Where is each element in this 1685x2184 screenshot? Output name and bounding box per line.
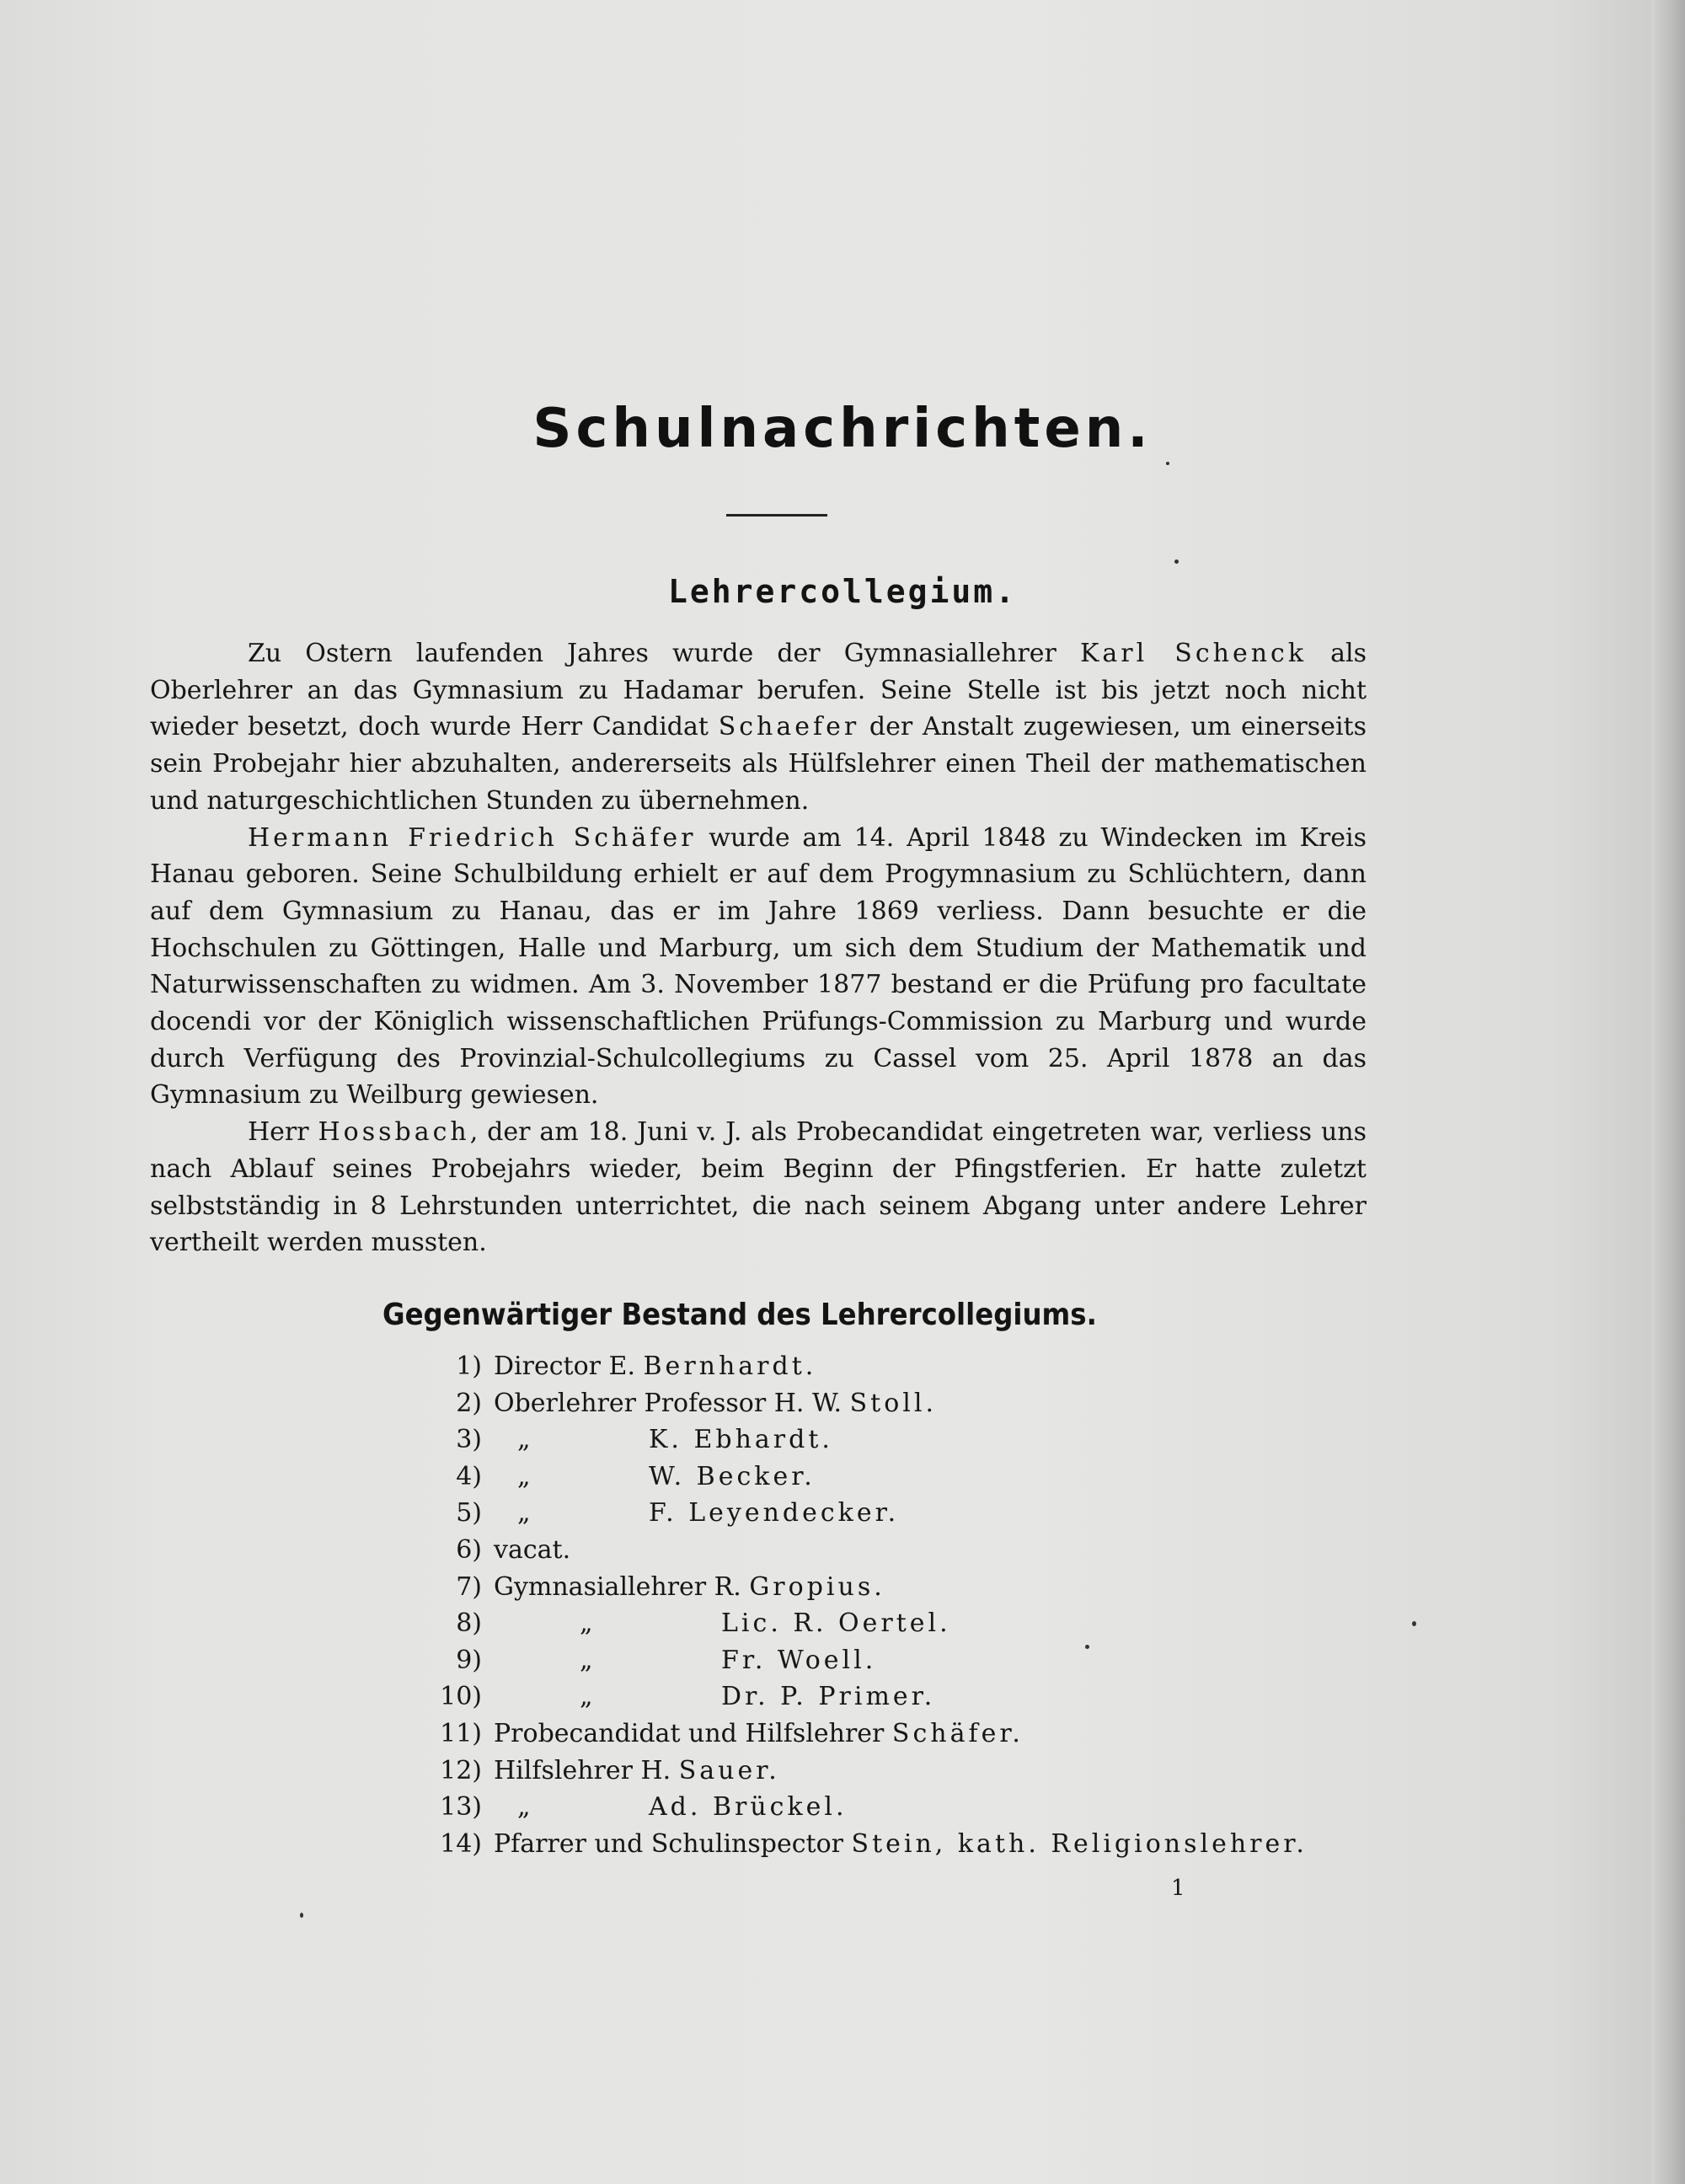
staff-name: Sauer. bbox=[678, 1755, 780, 1785]
paragraph-text: der Anstalt zugewiesen, um einerseits sein Probejahr hier abzuhalten, andererseits als Hülfslehrer einen Theil der mathematischen und naturgeschichtlichen Stunden zu übernehmen. bbox=[150, 712, 1367, 816]
title-rule bbox=[726, 514, 827, 517]
spaced-name: Karl Schenck bbox=[1079, 639, 1308, 668]
ditto-mark: „ bbox=[517, 1792, 531, 1823]
staff-row bbox=[0, 1459, 1685, 1495]
staff-name: Stoll. bbox=[849, 1388, 938, 1418]
staff-name: Schäfer. bbox=[891, 1719, 1024, 1748]
body-text bbox=[150, 635, 1367, 1261]
staff-number: 9) bbox=[456, 1645, 482, 1675]
staff-number: 8) bbox=[456, 1609, 482, 1639]
staff-name: Bernhardt. bbox=[643, 1352, 817, 1381]
staff-list-heading: Gegenwärtiger Bestand des Lehrercollegiums. bbox=[382, 1298, 1097, 1332]
paragraph-text: , der am 18. Juni v. J. als Probecandidat eingetreten war, verliess uns nach Ablauf seines Probejahrs wieder, beim Beginn der Pfingstferien. Er hatte zuletzt selbstständig in 8 Lehrstunden unterrichtet, die nach seinem Abgang unter andere Lehrer vertheilt werden mussten. bbox=[150, 1117, 1367, 1258]
paragraph-text: Zu Ostern laufenden Jahres wurde der Gymnasiallehrer bbox=[248, 639, 1080, 668]
page-title: Schulnachrichten. bbox=[532, 398, 1153, 460]
staff-row bbox=[0, 1495, 1685, 1531]
staff-name: Gropius. bbox=[749, 1571, 885, 1602]
staff-number: 3) bbox=[456, 1425, 482, 1455]
staff-role: Director E. bbox=[494, 1352, 644, 1381]
staff-number: 11) bbox=[440, 1719, 482, 1748]
staff-row bbox=[0, 1789, 1685, 1825]
ditto-mark: „ bbox=[517, 1425, 531, 1455]
spaced-name: Hermann Friedrich Schäfer bbox=[248, 822, 697, 853]
staff-row bbox=[0, 1826, 1685, 1862]
staff-role: Pfarrer und Schulinspector bbox=[494, 1828, 852, 1859]
staff-row bbox=[0, 1753, 1685, 1789]
ditto-mark: „ bbox=[517, 1461, 531, 1491]
staff-name: Lic. R. Oertel. bbox=[721, 1609, 951, 1639]
staff-number: 5) bbox=[456, 1498, 482, 1528]
paragraph-text: Herr bbox=[248, 1117, 318, 1148]
staff-row bbox=[0, 1605, 1685, 1641]
staff-role: vacat. bbox=[494, 1535, 571, 1565]
staff-row bbox=[0, 1716, 1685, 1752]
staff-row bbox=[0, 1642, 1685, 1678]
staff-row bbox=[0, 1678, 1685, 1715]
scan-speck bbox=[1412, 1621, 1416, 1626]
section-heading: Lehrercollegium. bbox=[667, 573, 1018, 610]
staff-number: 7) bbox=[456, 1571, 482, 1602]
scan-speck bbox=[1174, 559, 1179, 564]
staff-name: K. Ebhardt. bbox=[649, 1425, 833, 1455]
body-paragraph bbox=[150, 820, 1367, 1115]
ditto-mark: „ bbox=[517, 1498, 531, 1528]
staff-row bbox=[0, 1569, 1685, 1605]
ditto-mark: „ bbox=[580, 1682, 593, 1712]
staff-name: W. Becker. bbox=[649, 1461, 816, 1491]
staff-role: Hilfslehrer H. bbox=[494, 1755, 679, 1785]
staff-number: 6) bbox=[456, 1535, 482, 1565]
staff-number: 2) bbox=[456, 1388, 482, 1418]
body-paragraph bbox=[150, 635, 1367, 820]
staff-name: F. Leyendecker. bbox=[649, 1498, 900, 1528]
staff-row bbox=[0, 1421, 1685, 1458]
staff-number: 14) bbox=[440, 1828, 482, 1859]
paragraph-text: wurde am 14. April 1848 zu Windecken im Kreis Hanau geboren. Seine Schulbildung erhielt er auf dem Progymnasium zu Schlüchtern, dann auf dem Gymnasium zu Hanau, das er im Jahre 1869 verliess. Dann besuchte er die Hochschulen zu Göttingen, Halle und Marburg, um sich dem Studium der Mathematik und Naturwissenschaften zu widmen. Am 3. November 1877 bestand er die Prüfung pro facultate docendi vor der Königlich wissenschaftlichen Prüfungs-Commission zu Marburg und wurde durch Verfügung des Provinzial-Schulcollegiums zu Cassel vom 25. April 1878 an das Gymnasium zu Weilburg gewiesen. bbox=[150, 822, 1367, 1111]
page-number: 1 bbox=[1171, 1876, 1185, 1901]
scan-speck bbox=[1166, 462, 1169, 465]
staff-role: Probecandidat und Hilfslehrer bbox=[494, 1719, 892, 1748]
staff-row bbox=[0, 1348, 1685, 1384]
staff-number: 10) bbox=[440, 1682, 482, 1712]
staff-role: Gymnasiallehrer R. bbox=[494, 1571, 750, 1602]
staff-name: Dr. P. Primer. bbox=[721, 1682, 936, 1712]
spaced-name: Hossbach bbox=[318, 1117, 470, 1148]
staff-number: 12) bbox=[440, 1755, 482, 1785]
staff-number: 13) bbox=[440, 1792, 482, 1823]
staff-role: Oberlehrer Professor H. W. bbox=[494, 1388, 850, 1418]
ditto-mark: „ bbox=[580, 1645, 593, 1675]
scan-speck bbox=[1085, 1645, 1089, 1649]
staff-row bbox=[0, 1532, 1685, 1568]
staff-name: Fr. Woell. bbox=[721, 1645, 877, 1675]
staff-number: 1) bbox=[456, 1352, 482, 1381]
staff-name: Ad. Brückel. bbox=[649, 1792, 848, 1823]
body-paragraph bbox=[150, 1114, 1367, 1261]
spaced-name: Schaefer bbox=[718, 712, 860, 742]
paragraph-text: als Oberlehrer an das Gymnasium zu Hadamar berufen. Seine Stelle ist bis jetzt noch nicht wieder besetzt, doch wurde Herr Candidat bbox=[150, 639, 1367, 742]
staff-name: Stein, kath. Religionslehrer. bbox=[851, 1828, 1308, 1859]
scan-speck bbox=[300, 1913, 303, 1918]
ditto-mark: „ bbox=[580, 1609, 593, 1639]
staff-number: 4) bbox=[456, 1461, 482, 1491]
staff-row bbox=[0, 1385, 1685, 1421]
